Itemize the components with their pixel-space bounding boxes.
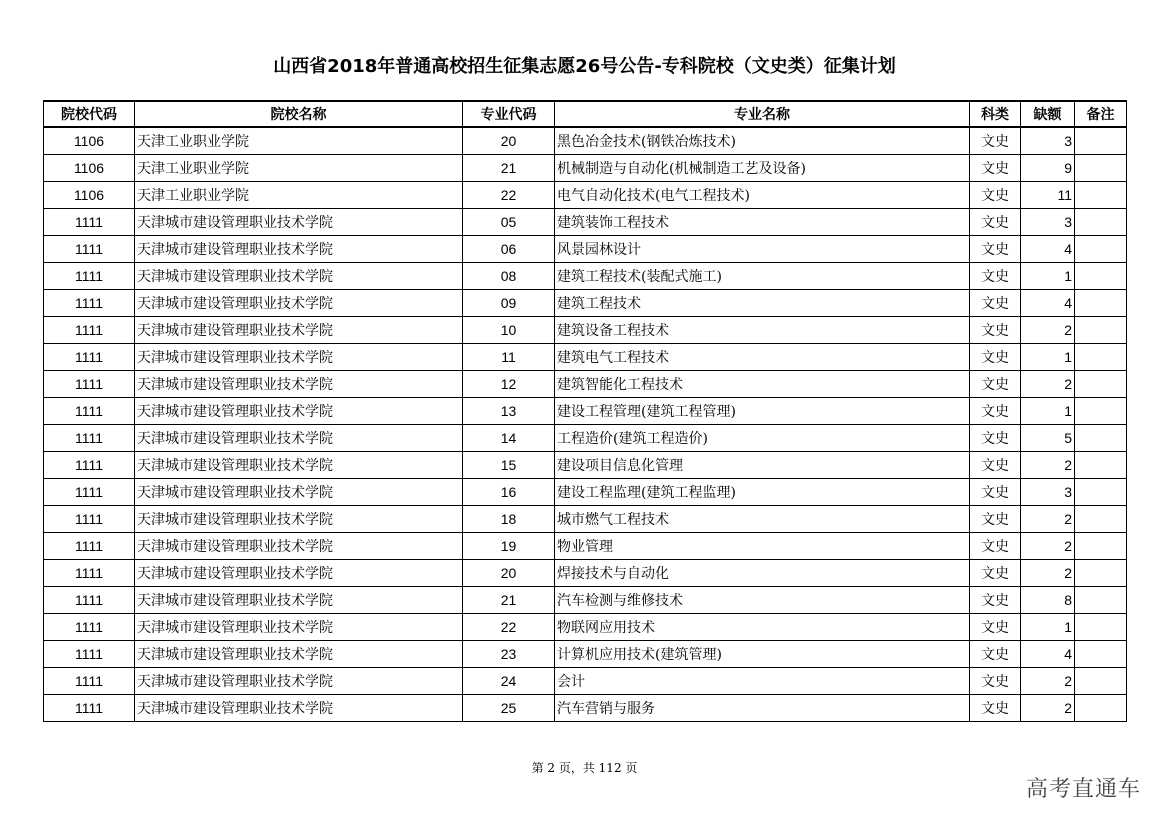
col-header-category: 科类 xyxy=(970,101,1021,127)
table-row xyxy=(44,695,1127,722)
cell-major-code: 21 xyxy=(463,155,555,182)
cell-major-code: 22 xyxy=(463,614,555,641)
table-row xyxy=(44,182,1127,209)
cell-school-code: 1111 xyxy=(44,641,135,668)
cell-major-code: 10 xyxy=(463,317,555,344)
cell-major-code: 18 xyxy=(463,506,555,533)
cell-school-code: 1111 xyxy=(44,371,135,398)
table-row xyxy=(44,263,1127,290)
cell-major-code: 13 xyxy=(463,398,555,425)
cell-school-name: 天津城市建设管理职业技术学院 xyxy=(135,668,463,695)
cell-major-name: 城市燃气工程技术 xyxy=(555,506,970,533)
cell-note xyxy=(1075,290,1127,317)
cell-major-code: 25 xyxy=(463,695,555,722)
cell-school-name: 天津城市建设管理职业技术学院 xyxy=(135,479,463,506)
cell-note xyxy=(1075,317,1127,344)
cell-major-name: 建设项目信息化管理 xyxy=(555,452,970,479)
table-header-row xyxy=(44,101,1127,127)
table-row xyxy=(44,425,1127,452)
cell-vacancy: 5 xyxy=(1021,425,1075,452)
col-header-major-name: 专业名称 xyxy=(555,101,970,127)
cell-major-name: 建筑装饰工程技术 xyxy=(555,209,970,236)
cell-category: 文史 xyxy=(970,479,1021,506)
document-title: 山西省2018年普通高校招生征集志愿26号公告-专科院校（文史类）征集计划 xyxy=(273,56,896,77)
cell-major-name: 汽车营销与服务 xyxy=(555,695,970,722)
cell-vacancy: 2 xyxy=(1021,668,1075,695)
cell-school-code: 1111 xyxy=(44,479,135,506)
cell-major-name: 建筑设备工程技术 xyxy=(555,317,970,344)
table-row xyxy=(44,155,1127,182)
cell-note xyxy=(1075,506,1127,533)
cell-note xyxy=(1075,344,1127,371)
table-row xyxy=(44,533,1127,560)
cell-major-code: 20 xyxy=(463,560,555,587)
cell-major-name: 计算机应用技术(建筑管理) xyxy=(555,641,970,668)
cell-major-code: 20 xyxy=(463,127,555,155)
cell-school-name: 天津城市建设管理职业技术学院 xyxy=(135,371,463,398)
cell-vacancy: 9 xyxy=(1021,155,1075,182)
cell-school-code: 1111 xyxy=(44,236,135,263)
cell-school-name: 天津城市建设管理职业技术学院 xyxy=(135,425,463,452)
cell-school-name: 天津城市建设管理职业技术学院 xyxy=(135,506,463,533)
cell-school-name: 天津城市建设管理职业技术学院 xyxy=(135,614,463,641)
cell-school-name: 天津城市建设管理职业技术学院 xyxy=(135,317,463,344)
cell-major-name: 机械制造与自动化(机械制造工艺及设备) xyxy=(555,155,970,182)
cell-major-name: 建筑工程技术 xyxy=(555,290,970,317)
table-body xyxy=(44,127,1127,722)
cell-school-code: 1111 xyxy=(44,209,135,236)
watermark-logo-text: 高考直通车 xyxy=(1025,777,1141,802)
cell-note xyxy=(1075,668,1127,695)
table-row xyxy=(44,127,1127,155)
cell-note xyxy=(1075,425,1127,452)
table-row xyxy=(44,479,1127,506)
table-row xyxy=(44,560,1127,587)
cell-major-name: 建筑电气工程技术 xyxy=(555,344,970,371)
table-row xyxy=(44,371,1127,398)
cell-category: 文史 xyxy=(970,668,1021,695)
cell-note xyxy=(1075,371,1127,398)
cell-school-name: 天津城市建设管理职业技术学院 xyxy=(135,641,463,668)
cell-school-code: 1111 xyxy=(44,290,135,317)
cell-category: 文史 xyxy=(970,695,1021,722)
cell-major-name: 会计 xyxy=(555,668,970,695)
col-header-school-code: 院校代码 xyxy=(44,101,135,127)
cell-category: 文史 xyxy=(970,452,1021,479)
cell-major-code: 14 xyxy=(463,425,555,452)
cell-category: 文史 xyxy=(970,614,1021,641)
cell-major-code: 09 xyxy=(463,290,555,317)
cell-note xyxy=(1075,155,1127,182)
cell-note xyxy=(1075,695,1127,722)
table-row xyxy=(44,344,1127,371)
cell-school-name: 天津城市建设管理职业技术学院 xyxy=(135,398,463,425)
cell-major-code: 08 xyxy=(463,263,555,290)
cell-school-name: 天津城市建设管理职业技术学院 xyxy=(135,290,463,317)
cell-vacancy: 11 xyxy=(1021,182,1075,209)
cell-note xyxy=(1075,182,1127,209)
cell-major-code: 11 xyxy=(463,344,555,371)
cell-major-name: 建筑工程技术(装配式施工) xyxy=(555,263,970,290)
cell-school-name: 天津工业职业学院 xyxy=(135,127,463,155)
cell-vacancy: 8 xyxy=(1021,587,1075,614)
cell-vacancy: 3 xyxy=(1021,209,1075,236)
cell-major-code: 12 xyxy=(463,371,555,398)
cell-note xyxy=(1075,236,1127,263)
cell-category: 文史 xyxy=(970,506,1021,533)
cell-note xyxy=(1075,614,1127,641)
cell-category: 文史 xyxy=(970,560,1021,587)
cell-school-code: 1111 xyxy=(44,695,135,722)
cell-major-name: 物联网应用技术 xyxy=(555,614,970,641)
table-row xyxy=(44,506,1127,533)
cell-vacancy: 2 xyxy=(1021,317,1075,344)
cell-school-code: 1111 xyxy=(44,533,135,560)
cell-vacancy: 3 xyxy=(1021,479,1075,506)
cell-vacancy: 4 xyxy=(1021,236,1075,263)
cell-major-code: 19 xyxy=(463,533,555,560)
table-row xyxy=(44,614,1127,641)
cell-school-name: 天津城市建设管理职业技术学院 xyxy=(135,587,463,614)
cell-vacancy: 3 xyxy=(1021,127,1075,155)
cell-note xyxy=(1075,560,1127,587)
cell-category: 文史 xyxy=(970,398,1021,425)
cell-note xyxy=(1075,263,1127,290)
cell-vacancy: 1 xyxy=(1021,263,1075,290)
cell-major-name: 工程造价(建筑工程造价) xyxy=(555,425,970,452)
cell-major-code: 06 xyxy=(463,236,555,263)
cell-major-code: 21 xyxy=(463,587,555,614)
cell-major-code: 24 xyxy=(463,668,555,695)
table-row xyxy=(44,641,1127,668)
cell-school-code: 1111 xyxy=(44,668,135,695)
cell-vacancy: 1 xyxy=(1021,344,1075,371)
cell-major-code: 22 xyxy=(463,182,555,209)
cell-vacancy: 2 xyxy=(1021,371,1075,398)
cell-school-code: 1111 xyxy=(44,587,135,614)
cell-major-code: 16 xyxy=(463,479,555,506)
cell-school-code: 1106 xyxy=(44,182,135,209)
cell-category: 文史 xyxy=(970,127,1021,155)
cell-note xyxy=(1075,398,1127,425)
cell-category: 文史 xyxy=(970,587,1021,614)
table-row xyxy=(44,587,1127,614)
cell-note xyxy=(1075,127,1127,155)
col-header-major-code: 专业代码 xyxy=(463,101,555,127)
table-row xyxy=(44,398,1127,425)
cell-category: 文史 xyxy=(970,371,1021,398)
cell-school-code: 1111 xyxy=(44,614,135,641)
cell-category: 文史 xyxy=(970,317,1021,344)
col-header-school-name: 院校名称 xyxy=(135,101,463,127)
cell-vacancy: 2 xyxy=(1021,452,1075,479)
cell-major-name: 电气自动化技术(电气工程技术) xyxy=(555,182,970,209)
cell-vacancy: 2 xyxy=(1021,560,1075,587)
cell-note xyxy=(1075,641,1127,668)
table-row xyxy=(44,452,1127,479)
cell-school-code: 1111 xyxy=(44,506,135,533)
cell-major-name: 建筑智能化工程技术 xyxy=(555,371,970,398)
cell-category: 文史 xyxy=(970,641,1021,668)
col-header-vacancy: 缺额 xyxy=(1021,101,1075,127)
cell-category: 文史 xyxy=(970,209,1021,236)
cell-school-name: 天津城市建设管理职业技术学院 xyxy=(135,533,463,560)
cell-major-code: 05 xyxy=(463,209,555,236)
cell-note xyxy=(1075,452,1127,479)
cell-vacancy: 4 xyxy=(1021,290,1075,317)
cell-school-code: 1106 xyxy=(44,155,135,182)
page-footer: 第 2 页，共 112 页 xyxy=(531,761,638,775)
cell-note xyxy=(1075,209,1127,236)
cell-major-name: 建设工程监理(建筑工程监理) xyxy=(555,479,970,506)
cell-vacancy: 4 xyxy=(1021,641,1075,668)
table-row xyxy=(44,317,1127,344)
cell-vacancy: 2 xyxy=(1021,533,1075,560)
table-row xyxy=(44,668,1127,695)
cell-category: 文史 xyxy=(970,236,1021,263)
cell-note xyxy=(1075,587,1127,614)
cell-vacancy: 2 xyxy=(1021,506,1075,533)
table-row xyxy=(44,209,1127,236)
cell-major-name: 风景园林设计 xyxy=(555,236,970,263)
cell-school-code: 1111 xyxy=(44,452,135,479)
cell-school-code: 1111 xyxy=(44,398,135,425)
table-row xyxy=(44,290,1127,317)
cell-category: 文史 xyxy=(970,533,1021,560)
cell-vacancy: 2 xyxy=(1021,695,1075,722)
cell-school-name: 天津城市建设管理职业技术学院 xyxy=(135,695,463,722)
cell-note xyxy=(1075,479,1127,506)
cell-school-code: 1111 xyxy=(44,263,135,290)
cell-school-name: 天津城市建设管理职业技术学院 xyxy=(135,263,463,290)
cell-category: 文史 xyxy=(970,290,1021,317)
cell-major-code: 15 xyxy=(463,452,555,479)
cell-category: 文史 xyxy=(970,425,1021,452)
cell-school-code: 1111 xyxy=(44,344,135,371)
cell-major-code: 23 xyxy=(463,641,555,668)
cell-vacancy: 1 xyxy=(1021,398,1075,425)
cell-school-name: 天津工业职业学院 xyxy=(135,182,463,209)
cell-school-code: 1111 xyxy=(44,425,135,452)
cell-category: 文史 xyxy=(970,182,1021,209)
cell-school-name: 天津城市建设管理职业技术学院 xyxy=(135,344,463,371)
cell-category: 文史 xyxy=(970,344,1021,371)
cell-school-code: 1111 xyxy=(44,560,135,587)
enrollment-plan-table xyxy=(43,100,1127,722)
cell-school-name: 天津城市建设管理职业技术学院 xyxy=(135,209,463,236)
cell-school-code: 1111 xyxy=(44,317,135,344)
cell-major-name: 物业管理 xyxy=(555,533,970,560)
cell-vacancy: 1 xyxy=(1021,614,1075,641)
cell-category: 文史 xyxy=(970,263,1021,290)
cell-major-name: 焊接技术与自动化 xyxy=(555,560,970,587)
cell-school-name: 天津城市建设管理职业技术学院 xyxy=(135,236,463,263)
cell-school-name: 天津城市建设管理职业技术学院 xyxy=(135,452,463,479)
cell-category: 文史 xyxy=(970,155,1021,182)
cell-major-name: 建设工程管理(建筑工程管理) xyxy=(555,398,970,425)
col-header-note: 备注 xyxy=(1075,101,1127,127)
cell-school-code: 1106 xyxy=(44,127,135,155)
table-row xyxy=(44,236,1127,263)
cell-school-name: 天津工业职业学院 xyxy=(135,155,463,182)
cell-note xyxy=(1075,533,1127,560)
cell-major-name: 汽车检测与维修技术 xyxy=(555,587,970,614)
cell-major-name: 黑色冶金技术(钢铁冶炼技术) xyxy=(555,127,970,155)
cell-school-name: 天津城市建设管理职业技术学院 xyxy=(135,560,463,587)
